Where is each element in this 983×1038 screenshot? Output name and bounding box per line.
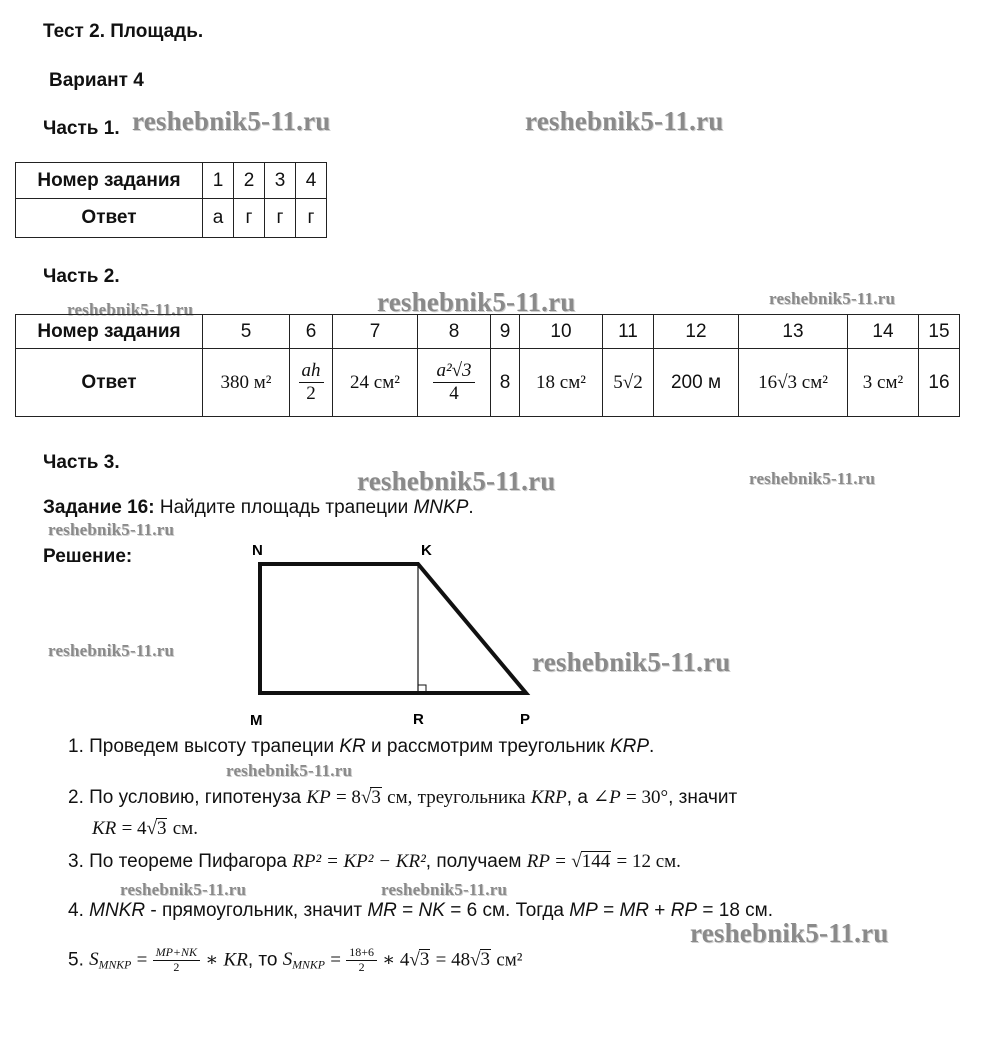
- solution-step-5: 5. $S_{MNKP}$ = $\frac{MP+NK}{2}$ ∗ KR, то $S_{MNKP}$ = $\frac{18+6}{2}$ ∗ 4√3 = 48√3 см²: [68, 945, 523, 974]
- solution-step-2-cont: KR = 4√3 см.: [92, 818, 198, 839]
- figure-label: MNKR: [89, 900, 146, 921]
- part1-number-label: Номер задания: [16, 163, 203, 199]
- watermark: reshebnik5-11.ru: [120, 880, 247, 899]
- fraction-numerator: a²√3: [433, 360, 474, 383]
- fraction-numerator: 18+6: [346, 946, 377, 961]
- fraction-denominator: 4: [449, 383, 459, 404]
- segment-label: KR: [339, 736, 366, 757]
- task-number: 9: [491, 315, 520, 349]
- area-symbol: [283, 949, 325, 970]
- vertex-p-label: P: [520, 711, 531, 728]
- step-text: = 6 см. Тогда: [450, 900, 564, 921]
- step-text: По условию, гипотенуза: [89, 787, 302, 808]
- watermark: reshebnik5-11.ru: [749, 469, 876, 488]
- solution-step-1: [68, 736, 654, 758]
- watermark: reshebnik5-11.ru: [67, 300, 194, 319]
- task-answer: 24 см²: [333, 349, 418, 417]
- part2-answer-label: Ответ: [16, 349, 203, 417]
- step-text: =: [402, 900, 414, 921]
- task16-label: Задание 16:: [43, 497, 155, 518]
- vertex-r-label: R: [413, 711, 424, 728]
- task-answer: 18 см²: [520, 349, 603, 417]
- area-subscript: MNKP: [292, 958, 325, 972]
- trapezoid-figure: [240, 535, 550, 730]
- watermark: reshebnik5-11.ru: [532, 647, 731, 677]
- fraction: [299, 360, 324, 405]
- fraction: [153, 946, 200, 975]
- task-number: 1: [203, 163, 234, 199]
- math-expr: =: [330, 949, 341, 971]
- part1-answer-label: Ответ: [16, 199, 203, 238]
- area-symbol: [89, 949, 131, 970]
- watermark: reshebnik5-11.ru: [769, 289, 896, 308]
- angle-expr: ∠P: [593, 787, 621, 808]
- step-text: =: [603, 900, 615, 921]
- segment-label: MR: [367, 900, 397, 921]
- watermark: reshebnik5-11.ru: [132, 106, 331, 136]
- math-result: = 12 см.: [616, 851, 681, 872]
- task-answer: г: [234, 199, 265, 238]
- vertex-n-label: N: [252, 542, 263, 559]
- task-number: 13: [739, 315, 848, 349]
- test-title: Тест 2. Площадь.: [43, 21, 204, 42]
- area-subscript: MNKP: [98, 958, 132, 972]
- task-answer: 3 см²: [848, 349, 919, 417]
- fraction-denominator: 2: [173, 959, 180, 974]
- task16-text: Найдите площадь трапеции: [159, 497, 409, 518]
- watermark: reshebnik5-11.ru: [48, 641, 175, 660]
- part2-number-label: Номер задания: [16, 315, 203, 349]
- part2-heading: Часть 2.: [43, 266, 120, 287]
- trapezoid-mnkp: [260, 564, 526, 693]
- step-number: 1.: [68, 736, 84, 757]
- step-text: - прямоугольник, значит: [150, 900, 363, 921]
- solution-step-3: 3. По теореме Пифагора RP² = KP² − KR², получаем RP = √144 = 12 см.: [68, 851, 681, 872]
- task-number: 7: [333, 315, 418, 349]
- fraction-denominator: 2: [358, 959, 365, 974]
- area-s: S: [282, 949, 293, 971]
- task-answer: а: [203, 199, 234, 238]
- fraction-numerator: ah: [299, 360, 324, 383]
- step-text: , значит: [668, 787, 738, 808]
- math-unit: см.: [172, 818, 198, 839]
- step-text: треугольника: [417, 787, 526, 808]
- solution-step-4: [68, 900, 773, 922]
- math-expr: ∗ 4: [382, 949, 410, 971]
- task-number: 15: [919, 315, 960, 349]
- step-number: 3.: [68, 851, 84, 872]
- vertex-m-label: M: [250, 712, 263, 729]
- watermark: reshebnik5-11.ru: [381, 880, 508, 899]
- part1-table: [15, 162, 327, 238]
- task-number: 3: [265, 163, 296, 199]
- part2-table: [15, 314, 960, 417]
- variant-title: Вариант 4: [49, 70, 144, 91]
- task-number: 10: [520, 315, 603, 349]
- step-number: 2.: [68, 787, 84, 808]
- task-answer: 16: [919, 349, 960, 417]
- step-text: Проведем высоту трапеции: [89, 736, 335, 757]
- task-number: 11: [603, 315, 654, 349]
- triangle-label: KRP: [609, 736, 650, 757]
- math-expr: =: [555, 851, 566, 872]
- solution-step-2: 2. По условию, гипотенуза KP = 8√3 см, треугольника KRP, а ∠P = 30°, значит: [68, 787, 738, 808]
- area-s: S: [89, 949, 99, 971]
- math-var: KR: [92, 818, 117, 839]
- task-number: 2: [234, 163, 265, 199]
- sqrt-radicand: 3: [156, 818, 167, 839]
- fraction-numerator: MP+NK: [153, 946, 200, 961]
- task-answer: г: [265, 199, 296, 238]
- task-answer: 5√2: [603, 349, 654, 417]
- step-text: , то: [247, 949, 278, 971]
- vertex-k-label: K: [421, 542, 432, 559]
- task-answer: [290, 349, 333, 417]
- math-var: RP: [526, 851, 550, 872]
- watermark: reshebnik5-11.ru: [48, 520, 175, 539]
- task-number: 6: [290, 315, 333, 349]
- step-number: 5.: [68, 949, 84, 971]
- math-var: KR: [223, 949, 248, 971]
- sqrt-radicand: 3: [419, 949, 430, 971]
- math-unit: см²: [496, 949, 523, 971]
- angle-value: = 30°: [625, 787, 669, 808]
- watermark: reshebnik5-11.ru: [690, 918, 889, 948]
- part3-heading: Часть 3.: [43, 452, 120, 473]
- segment-label: RP: [670, 900, 698, 921]
- step-number: 4.: [68, 900, 84, 921]
- task-answer: [418, 349, 491, 417]
- math-expr: = 4: [121, 818, 147, 839]
- math-var: KRP: [530, 787, 567, 808]
- step-text: +: [654, 900, 666, 921]
- task-number: 4: [296, 163, 327, 199]
- segment-label: NK: [418, 900, 445, 921]
- part1-heading: Часть 1.: [43, 118, 120, 139]
- sqrt-radicand: 3: [371, 787, 381, 808]
- segment-label: MR: [619, 900, 650, 921]
- step-text: , получаем: [425, 851, 522, 872]
- sqrt-radicand: 144: [581, 851, 611, 872]
- task-answer: 200 м: [654, 349, 739, 417]
- segment-label: MP: [569, 900, 598, 921]
- watermark: reshebnik5-11.ru: [377, 287, 576, 317]
- task16-figure: MNKP: [413, 497, 469, 518]
- task-answer: 8: [491, 349, 520, 417]
- sqrt-radicand: 3: [480, 949, 491, 971]
- task-number: 5: [203, 315, 290, 349]
- task-number: 12: [654, 315, 739, 349]
- task-answer: 16√3 см²: [739, 349, 848, 417]
- task-answer: г: [296, 199, 327, 238]
- step-text: , а: [566, 787, 588, 808]
- watermark: reshebnik5-11.ru: [525, 106, 724, 136]
- step-text: = 18 см.: [702, 900, 774, 921]
- step-text: .: [649, 736, 655, 757]
- math-expr: = 8: [335, 787, 361, 808]
- step-text: и рассмотрим треугольник: [371, 736, 605, 757]
- task-answer: 380 м²: [203, 349, 290, 417]
- task16-statement: Задание 16: Найдите площадь трапеции MNKP.: [43, 497, 474, 518]
- step-text: По теореме Пифагора: [89, 851, 287, 872]
- fraction: [346, 946, 377, 975]
- fraction-denominator: 2: [306, 383, 316, 404]
- fraction: [433, 360, 474, 405]
- task-number: 14: [848, 315, 919, 349]
- math-expr: =: [136, 949, 148, 971]
- pythagoras-formula: RP² = KP² − KR²: [292, 851, 426, 872]
- solution-label: Решение:: [43, 546, 133, 567]
- math-var: KP: [306, 787, 331, 808]
- math-operator: ∗: [205, 949, 219, 971]
- math-unit: см,: [387, 787, 413, 808]
- watermark: reshebnik5-11.ru: [357, 466, 556, 496]
- watermark: reshebnik5-11.ru: [226, 761, 353, 780]
- math-result: = 48: [435, 949, 471, 971]
- task-number: 8: [418, 315, 491, 349]
